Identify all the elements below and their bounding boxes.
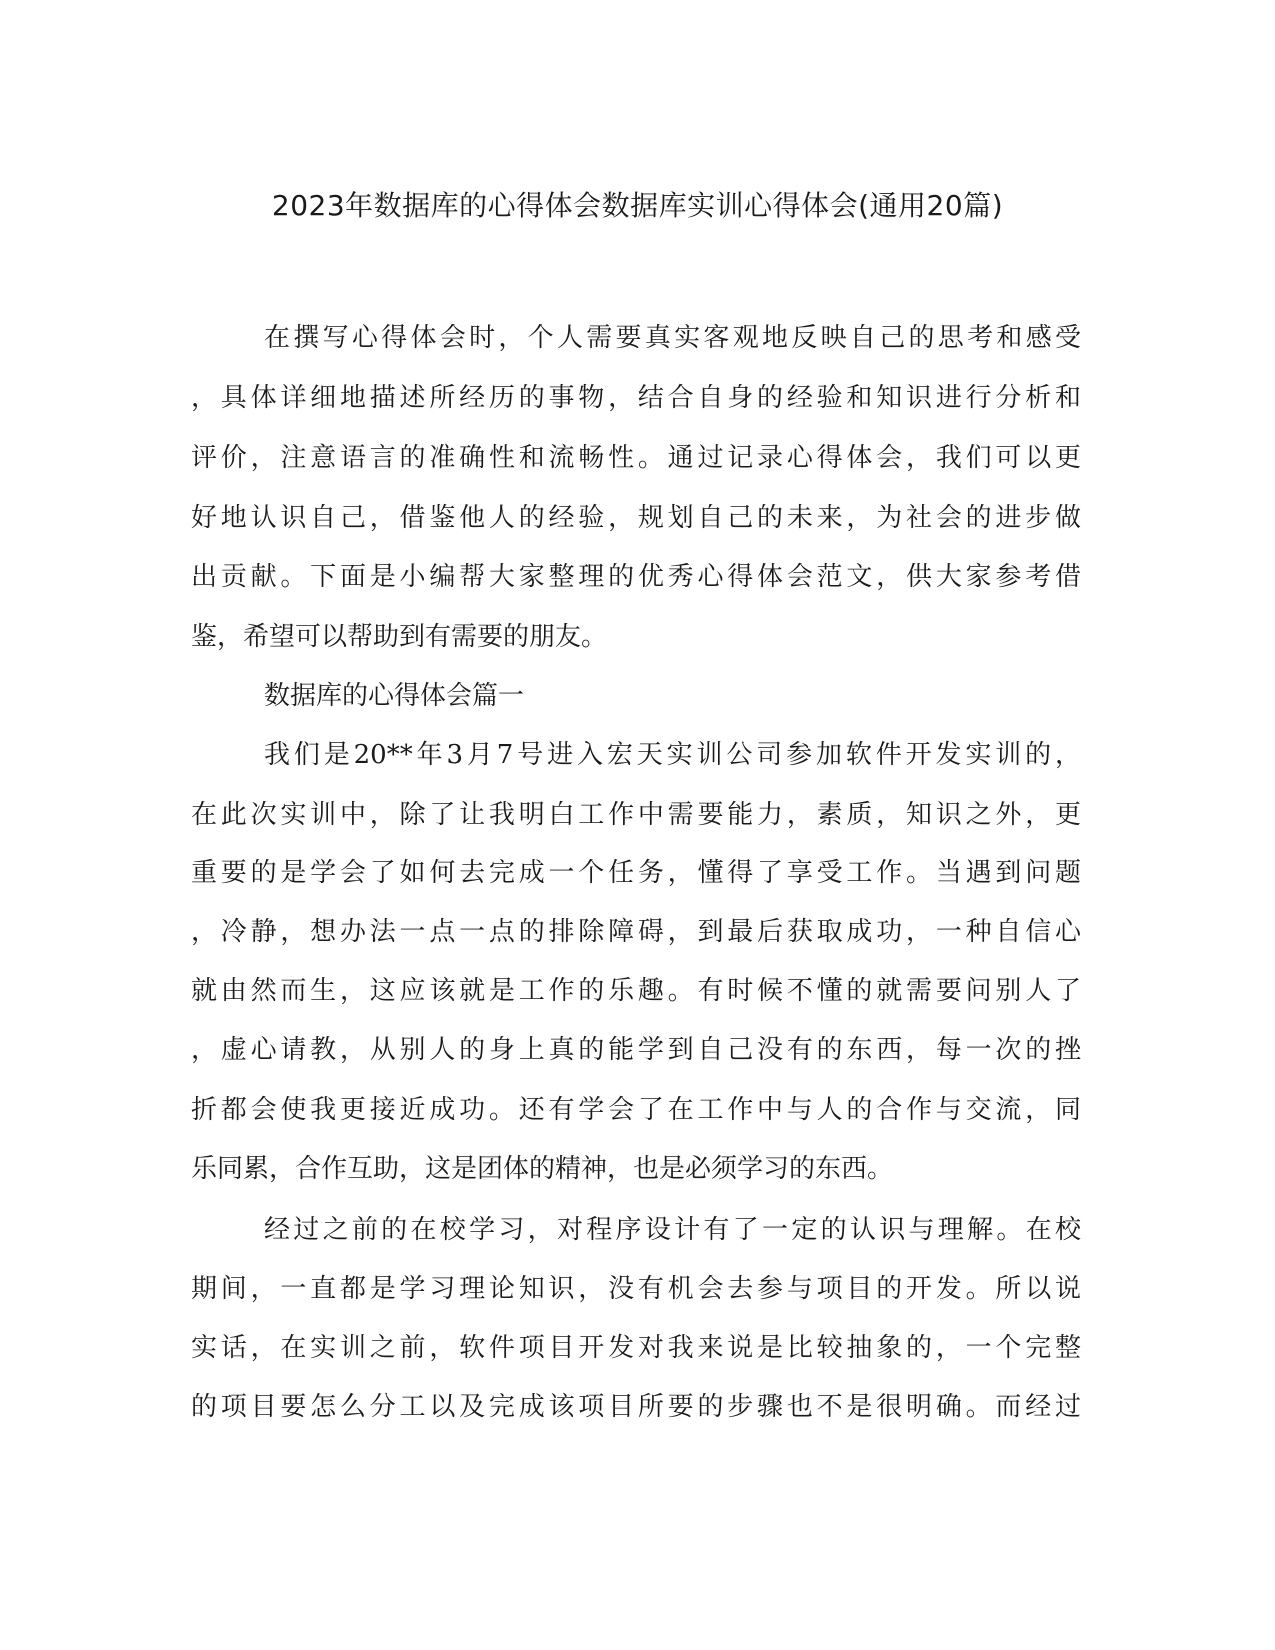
- paragraph-line: 折都会使我更接近成功。还有学会了在工作中与人的合作与交流，同: [191, 1095, 1081, 1125]
- paragraph-line: 的项目要怎么分工以及完成该项目所要的步骤也不是很明确。而经过: [191, 1392, 1081, 1422]
- paragraph-line: 好地认识自己，借鉴他人的经验，规划自己的未来，为社会的进步做: [191, 503, 1081, 533]
- paragraph-line: 乐同累，合作互助，这是团体的精神，也是必须学习的东西。: [191, 1154, 894, 1184]
- paragraph-line: 评价，注意语言的准确性和流畅性。通过记录心得体会，我们可以更: [191, 443, 1081, 473]
- paragraph-line: 期间，一直都是学习理论知识，没有机会去参与项目的开发。所以说: [191, 1274, 1081, 1304]
- document-title: 2023年数据库的心得体会数据库实训心得体会(通用20篇): [271, 189, 1004, 222]
- paragraph-line: 经过之前的在校学习，对程序设计有了一定的认识与理解。在校: [264, 1215, 1081, 1245]
- paragraph-line: 就由然而生，这应该就是工作的乐趣。有时候不懂的就需要问别人了: [191, 976, 1081, 1006]
- paragraph-line: 鉴，希望可以帮助到有需要的朋友。: [191, 622, 608, 652]
- paragraph-line: ，虚心请教，从别人的身上真的能学到自己没有的东西，每一次的挫: [191, 1035, 1081, 1065]
- paragraph-line: 在此次实训中，除了让我明白工作中需要能力，素质，知识之外，更: [191, 800, 1081, 830]
- section-heading: 数据库的心得体会篇一: [264, 681, 525, 711]
- paragraph-line: 我们是20**年3月7号进入宏天实训公司参加软件开发实训的，: [264, 740, 1081, 770]
- paragraph-line: 出贡献。下面是小编帮大家整理的优秀心得体会范文，供大家参考借: [191, 562, 1081, 592]
- paragraph-line: 在撰写心得体会时，个人需要真实客观地反映自己的思考和感受: [264, 323, 1081, 353]
- paragraph-line: ，具体详细地描述所经历的事物，结合自身的经验和知识进行分析和: [191, 383, 1081, 413]
- paragraph-line: 实话，在实训之前，软件项目开发对我来说是比较抽象的，一个完整: [191, 1333, 1081, 1363]
- paragraph-line: ，冷静，想办法一点一点的排除障碍，到最后获取成功，一种自信心: [191, 917, 1081, 947]
- paragraph-line: 重要的是学会了如何去完成一个任务，懂得了享受工作。当遇到问题: [191, 858, 1081, 888]
